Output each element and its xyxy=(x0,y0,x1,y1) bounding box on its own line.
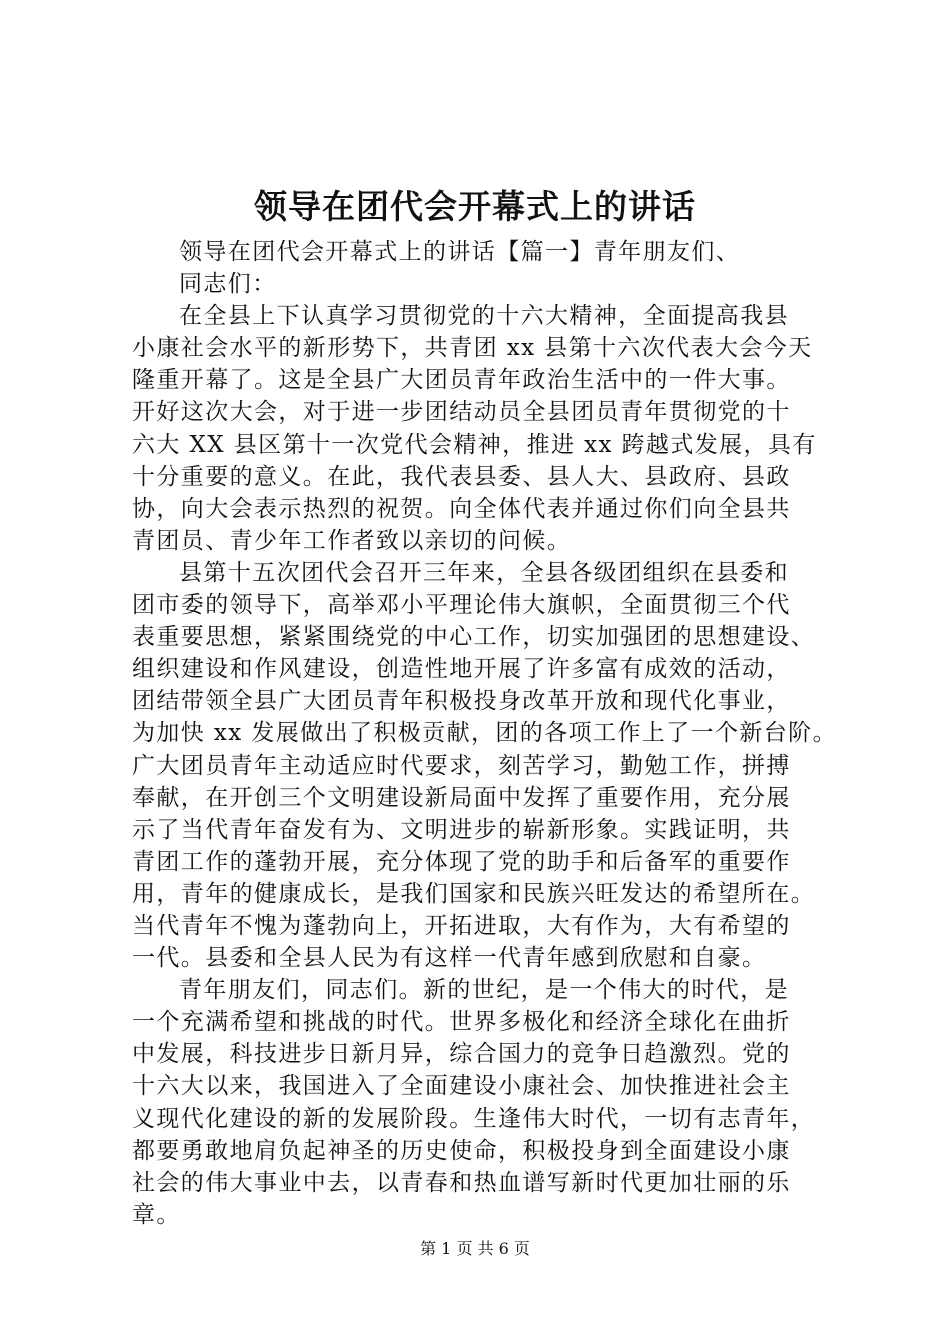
text-line: 青团工作的蓬勃开展，充分体现了党的助手和后备军的重要作 xyxy=(132,848,791,875)
text-line: 为加快 xx 发展做出了积极贡献，团的各项工作上了一个新台阶。 xyxy=(132,720,837,747)
document-title: 领导在团代会开幕式上的讲话 xyxy=(254,187,696,226)
text-line: 义现代化建设的新的发展阶段。生逢伟大时代，一切有志青年， xyxy=(132,1105,816,1132)
document-body xyxy=(132,236,837,1231)
page-footer: 第 1 页 共 6 页 xyxy=(420,1239,530,1258)
text-line: 广大团员青年主动适应时代要求，刻苦学习，勤勉工作，拼搏 xyxy=(132,752,791,779)
text-line: 团市委的领导下，高举邓小平理论伟大旗帜，全面贯彻三个代 xyxy=(132,592,791,619)
text-line: 六大 XX 县区第十一次党代会精神，推进 xx 跨越式发展，具有 xyxy=(132,431,817,458)
text-line: 同志们： xyxy=(179,271,277,298)
text-line: 小康社会水平的新形势下，共青团 xx 县第十六次代表大会今天 xyxy=(132,335,813,362)
text-line: 中发展，科技进步日新月异，综合国力的竞争日趋激烈。党的 xyxy=(132,1041,791,1068)
text-line: 青年朋友们，同志们。新的世纪，是一个伟大的时代，是 xyxy=(179,977,789,1004)
text-line: 团结带领全县广大团员青年积极投身改革开放和现代化事业， xyxy=(132,688,791,715)
text-line: 表重要思想，紧紧围绕党的中心工作，切实加强团的思想建设、 xyxy=(132,624,816,651)
text-line: 社会的伟大事业中去，以青春和热血谱写新时代更加壮丽的乐 xyxy=(132,1169,791,1196)
text-line: 当代青年不愧为蓬勃向上，开拓进取，大有作为，大有希望的 xyxy=(132,912,791,939)
text-line: 在全县上下认真学习贯彻党的十六大精神，全面提高我县 xyxy=(179,303,789,330)
text-line: 十分重要的意义。在此，我代表县委、县人大、县政府、县政 xyxy=(132,463,791,490)
text-line: 章。 xyxy=(132,1201,181,1228)
text-line: 十六大以来，我国进入了全面建设小康社会、加快推进社会主 xyxy=(132,1073,791,1100)
text-line: 示了当代青年奋发有为、文明进步的崭新形象。实践证明，共 xyxy=(132,816,791,843)
text-line: 一代。县委和全县人民为有这样一代青年感到欣慰和自豪。 xyxy=(132,945,767,972)
text-line: 领导在团代会开幕式上的讲话【篇一】青年朋友们、 xyxy=(179,239,741,265)
text-line: 开好这次大会，对于进一步团结动员全县团员青年贯彻党的十 xyxy=(132,399,791,426)
text-line: 一个充满希望和挑战的时代。世界多极化和经济全球化在曲折 xyxy=(132,1009,791,1036)
text-line: 县第十五次团代会召开三年来，全县各级团组织在县委和 xyxy=(179,559,789,586)
text-line: 协，向大会表示热烈的祝贺。向全体代表并通过你们向全县共 xyxy=(132,495,791,522)
text-line: 组织建设和作风建设，创造性地开展了许多富有成效的活动， xyxy=(132,656,791,683)
text-line: 青团员、青少年工作者致以亲切的问候。 xyxy=(132,527,572,554)
text-line: 隆重开幕了。这是全县广大团员青年政治生活中的一件大事。 xyxy=(132,367,791,394)
text-line: 奉献，在开创三个文明建设新局面中发挥了重要作用，充分展 xyxy=(132,784,791,811)
text-line: 用，青年的健康成长，是我们国家和民族兴旺发达的希望所在。 xyxy=(132,880,816,907)
text-line: 都要勇敢地肩负起神圣的历史使命，积极投身到全面建设小康 xyxy=(132,1137,791,1164)
